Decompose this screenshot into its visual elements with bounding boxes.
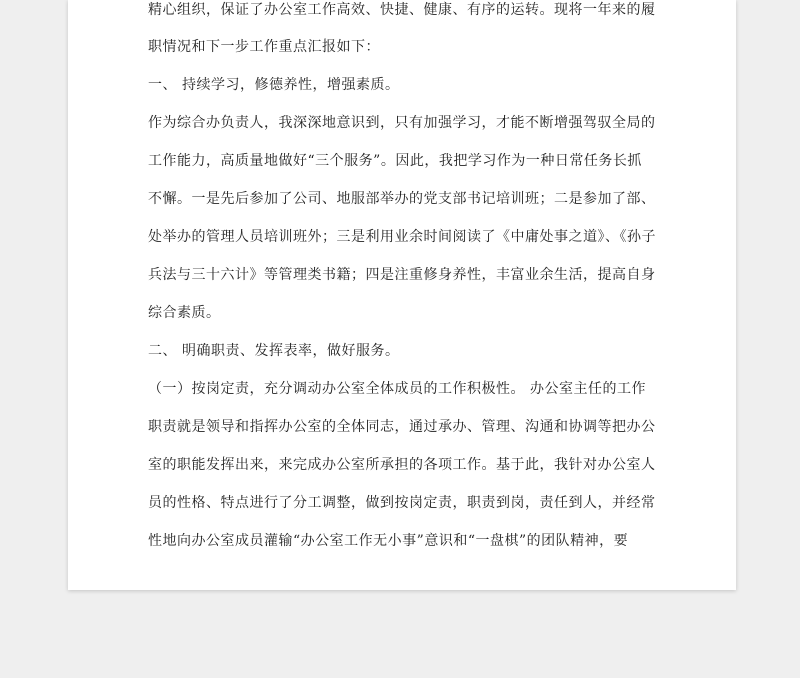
text-line: 作为综合办负责人，我深深地意识到，只有加强学习，才能不断增强驾驭全局的 [148,115,656,131]
text-line: 职情况和下一步工作重点汇报如下： [148,39,380,55]
text-line: 综合素质。 [148,305,221,321]
text-line: 工作能力，高质量地做好“三个服务”。因此，我把学习作为一种日常任务长抓 [148,153,642,169]
text-line: 职责就是领导和指挥办公室的全体同志，通过承办、管理、沟通和协调等把办公 [148,419,656,435]
text-line: 精心组织，保证了办公室工作高效、快捷、健康、有序的运转。现将一年来的履 [148,2,656,18]
section-heading: 二、 明确职责、发挥表率，做好服务。 [148,343,400,359]
text-line: 性地向办公室成员灌输“办公室工作无小事”意识和“一盘棋”的团队精神，要 [148,533,629,549]
text-line: 员的性格、特点进行了分工调整，做到按岗定责，职责到岗，责任到人，并经常 [148,495,656,511]
text-line: 室的职能发挥出来，来完成办公室所承担的各项工作。基于此，我针对办公室人 [148,457,656,473]
section-heading: 一、 持续学习，修德养性，增强素质。 [148,77,400,93]
text-line: 处举办的管理人员培训班外；三是利用业余时间阅读了《中庸处事之道》、《孙子 [148,229,656,245]
text-line: （一）按岗定责，充分调动办公室全体成员的工作积极性。 办公室主任的工作 [148,381,646,397]
text-line: 不懈。一是先后参加了公司、地服部举办的党支部书记培训班；二是参加了部、 [148,191,656,207]
text-line: 兵法与三十六计》等管理类书籍；四是注重修身养性，丰富业余生活，提高自身 [148,267,656,283]
document-page [68,0,736,590]
